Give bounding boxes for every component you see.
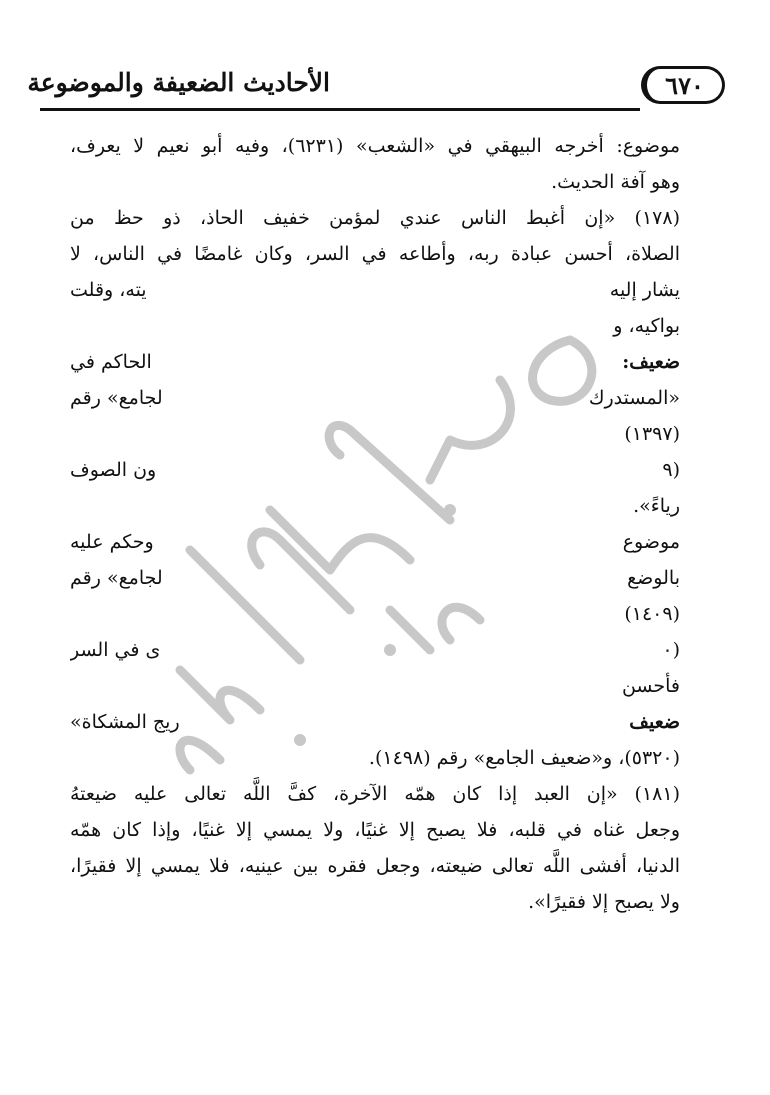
text-line: ولا يصبح إلا فقيرًا». [528, 891, 680, 913]
line-fragment-right: «المستدرك [588, 387, 680, 409]
text-line [70, 344, 680, 380]
text-line [70, 488, 680, 524]
page-body [70, 128, 680, 920]
line-fragment-right: ضعيف [629, 711, 680, 733]
line-fragment-right: (١٣٩٧) [624, 423, 680, 445]
text-line: (٥٣٢٠)، و«ضعيف الجامع» رقم (١٤٩٨). [368, 747, 680, 769]
page-number-badge: ٦٧٠ [641, 66, 725, 104]
running-title: الأحاديث الضعيفة والموضوعة [27, 68, 330, 97]
text-line: الصلاة، أحسن عبادة ربه، وأطاعه في السر، وكان غامضًا في الناس، لا [70, 243, 680, 265]
text-line [70, 668, 680, 704]
text-line [70, 308, 680, 344]
text-line [70, 452, 680, 488]
line-fragment-right: (١٤٠٩) [624, 603, 680, 625]
line-fragment-left: ريج المشكاة» [70, 711, 180, 733]
line-fragment-left: لجامع» رقم [70, 567, 163, 589]
page-header [27, 62, 725, 112]
line-fragment-right: رياءً». [633, 495, 680, 517]
line-fragment-right: موضوع [622, 531, 680, 553]
line-fragment-right: (٠ [662, 639, 680, 661]
line-fragment-right: يشار إليه [609, 279, 680, 301]
text-line [70, 596, 680, 632]
text-line [70, 380, 680, 416]
text-line: (١٧٨) «إن أغبط الناس عندي لمؤمن خفيف الحاذ، ذو حظ من [70, 207, 680, 229]
text-line [70, 524, 680, 560]
text-line: وجعل غناه في قلبه، فلا يصبح إلا غنيًا، ولا يمسي إلا غنيًا، وإذا كان همّه [70, 819, 680, 841]
line-fragment-right: بواكيه، و [613, 315, 680, 337]
line-fragment-left: الحاكم في [70, 351, 152, 373]
text-line [70, 704, 680, 740]
text-line [70, 560, 680, 596]
header-rule [40, 108, 640, 111]
text-line: (١٨١) «إن العبد إذا كان همّه الآخرة، كفَّ اللَّه تعالى عليه ضيعتهُ [70, 783, 680, 805]
line-fragment-left: وحكم عليه [70, 531, 154, 553]
text-line [70, 272, 680, 308]
line-fragment-right: بالوضع [627, 567, 680, 589]
line-fragment-right: ضعيف: [622, 351, 680, 373]
line-fragment-left: ون الصوف [70, 459, 157, 481]
line-fragment-right: فأحسن [621, 675, 680, 697]
line-fragment-left: لجامع» رقم [70, 387, 163, 409]
text-line: وهو آفة الحديث. [551, 171, 680, 193]
text-line: موضوع: أخرجه البيهقي في «الشعب» (٦٢٣١)، وفيه أبو نعيم لا يعرف، [70, 135, 680, 157]
text-line [70, 416, 680, 452]
text-line: الدنيا، أفشى اللَّه تعالى ضيعته، وجعل فقره بين عينيه، فلا يمسي إلا فقيرًا، [70, 855, 680, 877]
line-fragment-right: (٩ [662, 459, 680, 481]
text-line [70, 632, 680, 668]
line-fragment-left: يته، وقلت [70, 279, 147, 301]
line-fragment-left: ى في السر [70, 639, 161, 661]
